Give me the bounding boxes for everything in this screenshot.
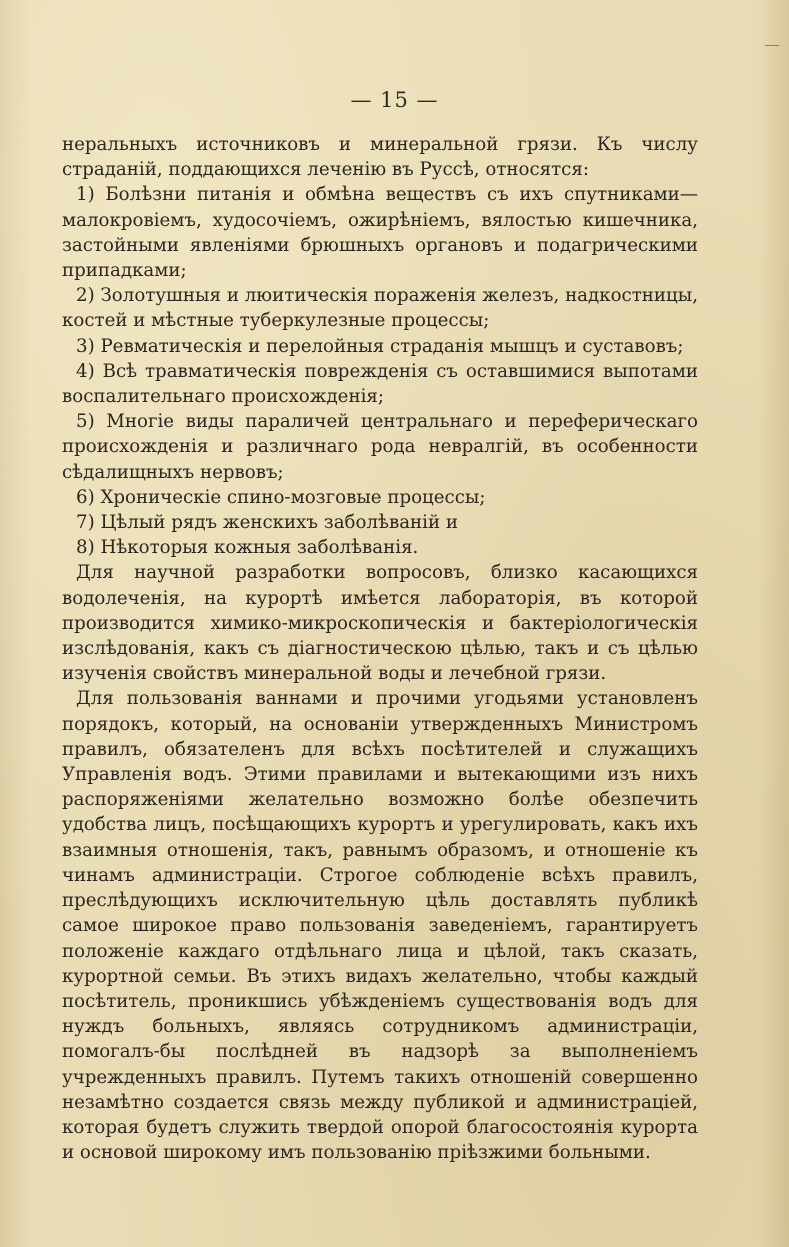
scan-mark <box>765 45 779 46</box>
page-body <box>62 132 698 1165</box>
list-item-7: 7) Цѣлый рядъ женскихъ заболѣваній и <box>76 512 459 534</box>
list-item-1: 1) Болѣзни питанія и обмѣна веществъ съ ихъ спутниками— малокровіемъ, худосочіемъ, ожирѣніемъ, вялостью кишечника, застойными явленіями брюшныхъ органовъ и подагрическими припадками; <box>62 184 698 282</box>
paragraph-rules: Для пользованія ваннами и прочими угодьями установленъ порядокъ, который, на основаніи утвержденныхъ Министромъ правилъ, обязателенъ для всѣхъ посѣтителей и служащихъ Управленія водъ. Этими правилами и вытекающими изъ нихъ распоряженіями желательно возможно болѣе обезпечить удобства лицъ, посѣщающихъ курортъ и урегулировать, какъ ихъ взаимныя отношенія, такъ, равнымъ образомъ, и отношеніе къ чинамъ администраціи. Строгое соблюденіе всѣхъ правилъ, преслѣдующихъ исключительную цѣль доставлять публикѣ самое широкое право пользованія заведеніемъ, гарантируетъ положеніе каждаго отдѣльнаго лица и цѣлой, такъ сказать, курортной семьи. Въ этихъ видахъ желательно, чтобы каждый посѣтитель, проникшись убѣжденіемъ существованія водъ для нуждъ больныхъ, являясь сотрудникомъ администраціи, помогалъ-бы послѣдней въ надзорѣ за выполненіемъ учрежденныхъ правилъ. Путемъ такихъ отношеній совершенно незамѣтно создается связь между публикой и администраціей, которая будетъ служить твердой опорой благосостоянія курорта и основой широкому имъ пользованію пріѣзжими больными. <box>62 688 698 1164</box>
list-item-3: 3) Ревматическія и перелойныя страданія мышцъ и суставовъ; <box>76 335 684 357</box>
list-item-6: 6) Хроническіе спино-мозговые процессы; <box>76 486 486 508</box>
page-number: — 15 — <box>350 88 439 112</box>
paragraph-laboratory: Для научной разработки вопросовъ, близко касающихся водолеченія, на курортѣ имѣется лабораторія, въ которой производится химико-микроскопическія и бактеріологическія изслѣдованія, какъ съ діагностическою цѣлью, такъ и съ цѣлью изученія свойствъ минеральной воды и лечебной грязи. <box>62 562 698 685</box>
list-item-8: 8) Нѣкоторыя кожныя заболѣванія. <box>76 537 419 559</box>
list-item-2: 2) Золотушныя и люитическія пораженія железъ, надкостницы, костей и мѣстные туберкулезные процессы; <box>62 285 698 332</box>
list-item-4: 4) Всѣ травматическія поврежденія съ оставшимися выпотами воспалительнаго происхожденія; <box>62 360 698 408</box>
list-item-5: 5) Многіе виды параличей центральнаго и переферическаго происхожденія и различнаго рода невралгій, въ особенности сѣдалищныхъ нервовъ; <box>62 411 698 483</box>
paragraph-intro: неральныхъ источниковъ и минеральной грязи. Къ числу страданій, поддающихся леченію въ Руссѣ, относятся: <box>62 134 698 181</box>
